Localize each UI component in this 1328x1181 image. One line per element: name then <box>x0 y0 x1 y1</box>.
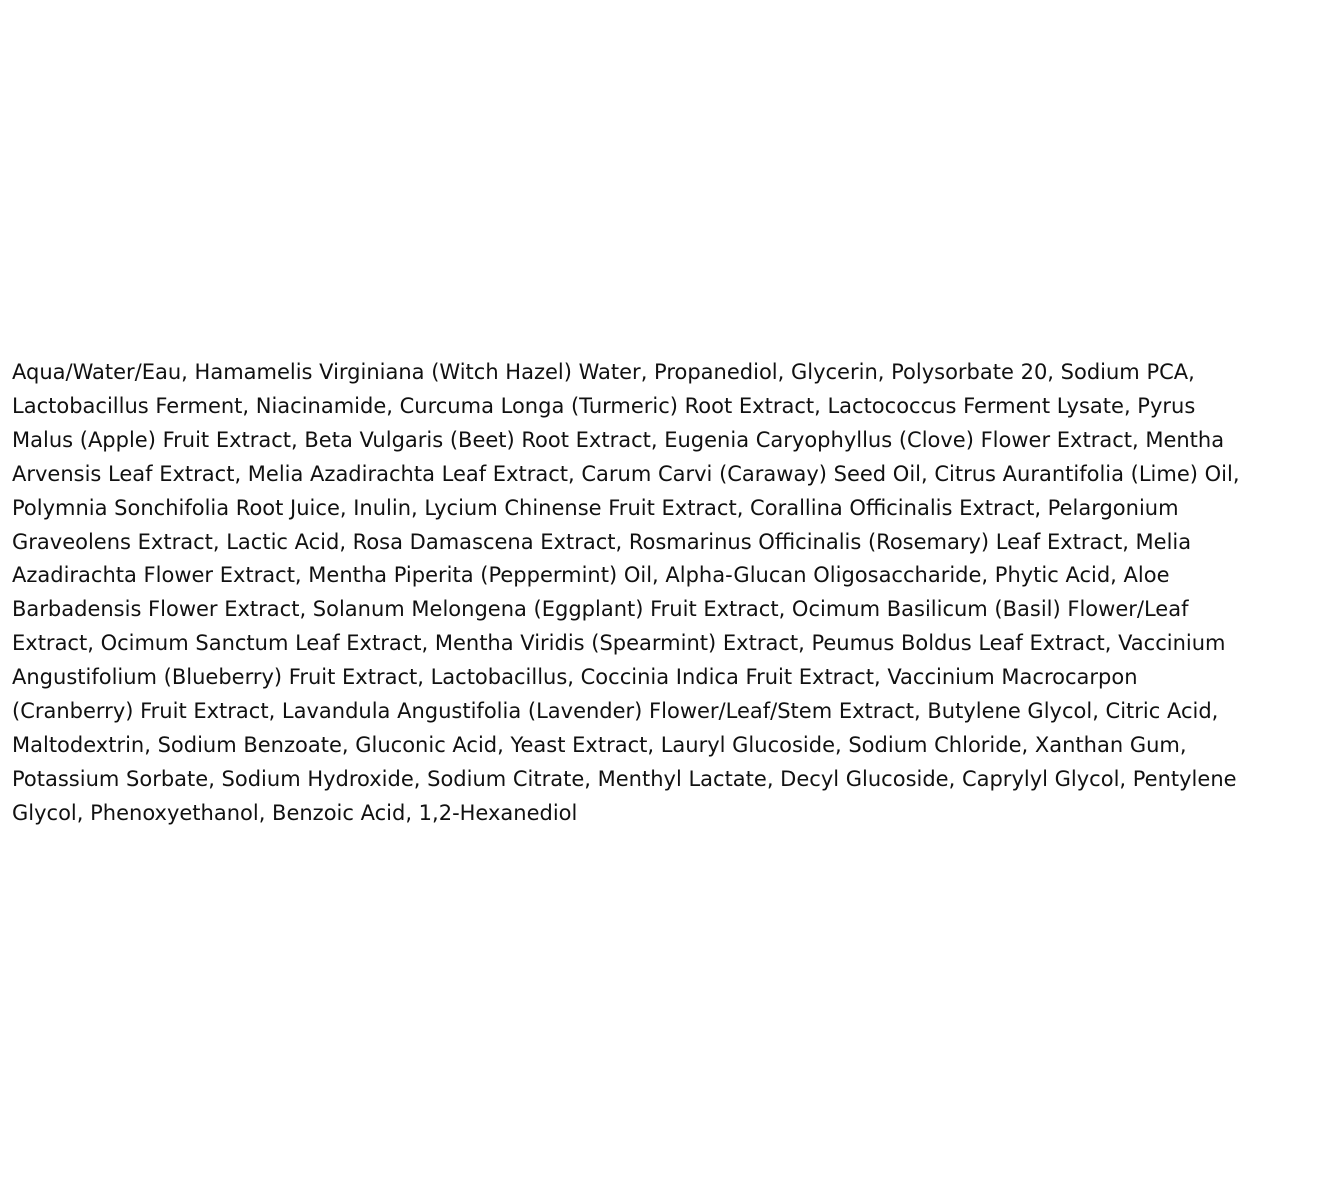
ingredients-line: Arvensis Leaf Extract, Melia Azadirachta Leaf Extract, Carum Carvi (Caraway) Seed Oil, Citrus Aurantifolia (Lime) Oil, <box>12 461 1240 486</box>
ingredients-line: Lactobacillus Ferment, Niacinamide, Curcuma Longa (Turmeric) Root Extract, Lactococcus Ferment Lysate, Pyrus <box>12 393 1196 418</box>
ingredients-line: (Cranberry) Fruit Extract, Lavandula Angustifolia (Lavender) Flower/Leaf/Stem Extract, Butylene Glycol, Citric Acid, <box>12 699 1219 724</box>
ingredients-line: Angustifolium (Blueberry) Fruit Extract, Lactobacillus, Coccinia Indica Fruit Extract, Vaccinium Macrocarpon <box>12 665 1138 690</box>
ingredients-line: Extract, Ocimum Sanctum Leaf Extract, Mentha Viridis (Spearmint) Extract, Peumus Boldus Leaf Extract, Vaccinium <box>12 631 1226 656</box>
ingredients-line: Graveolens Extract, Lactic Acid, Rosa Damascena Extract, Rosmarinus Officinalis (Rosemary) Leaf Extract, Melia <box>12 529 1192 554</box>
ingredients-line: Glycol, Phenoxyethanol, Benzoic Acid, 1,2-Hexanediol <box>12 800 578 825</box>
ingredients-line: Maltodextrin, Sodium Benzoate, Gluconic Acid, Yeast Extract, Lauryl Glucoside, Sodium Chloride, Xanthan Gum, <box>12 732 1187 757</box>
ingredients-line: Potassium Sorbate, Sodium Hydroxide, Sodium Citrate, Menthyl Lactate, Decyl Glucoside, Caprylyl Glycol, Pentylene <box>12 766 1237 791</box>
ingredients-line: Polymnia Sonchifolia Root Juice, Inulin, Lycium Chinense Fruit Extract, Corallina Officinalis Extract, Pelargonium <box>12 495 1179 520</box>
ingredients-line: Malus (Apple) Fruit Extract, Beta Vulgaris (Beet) Root Extract, Eugenia Caryophyllus (Clove) Flower Extract, Mentha <box>12 427 1225 452</box>
ingredients-line: Barbadensis Flower Extract, Solanum Melongena (Eggplant) Fruit Extract, Ocimum Basilicum (Basil) Flower/Leaf <box>12 597 1189 622</box>
ingredients-line: Azadirachta Flower Extract, Mentha Piperita (Peppermint) Oil, Alpha-Glucan Oligosaccharide, Phytic Acid, Aloe <box>12 563 1170 588</box>
ingredients-line: Aqua/Water/Eau, Hamamelis Virginiana (Witch Hazel) Water, Propanediol, Glycerin, Polysorbate 20, Sodium PCA, <box>12 360 1195 384</box>
ingredients-list <box>12 356 1318 831</box>
